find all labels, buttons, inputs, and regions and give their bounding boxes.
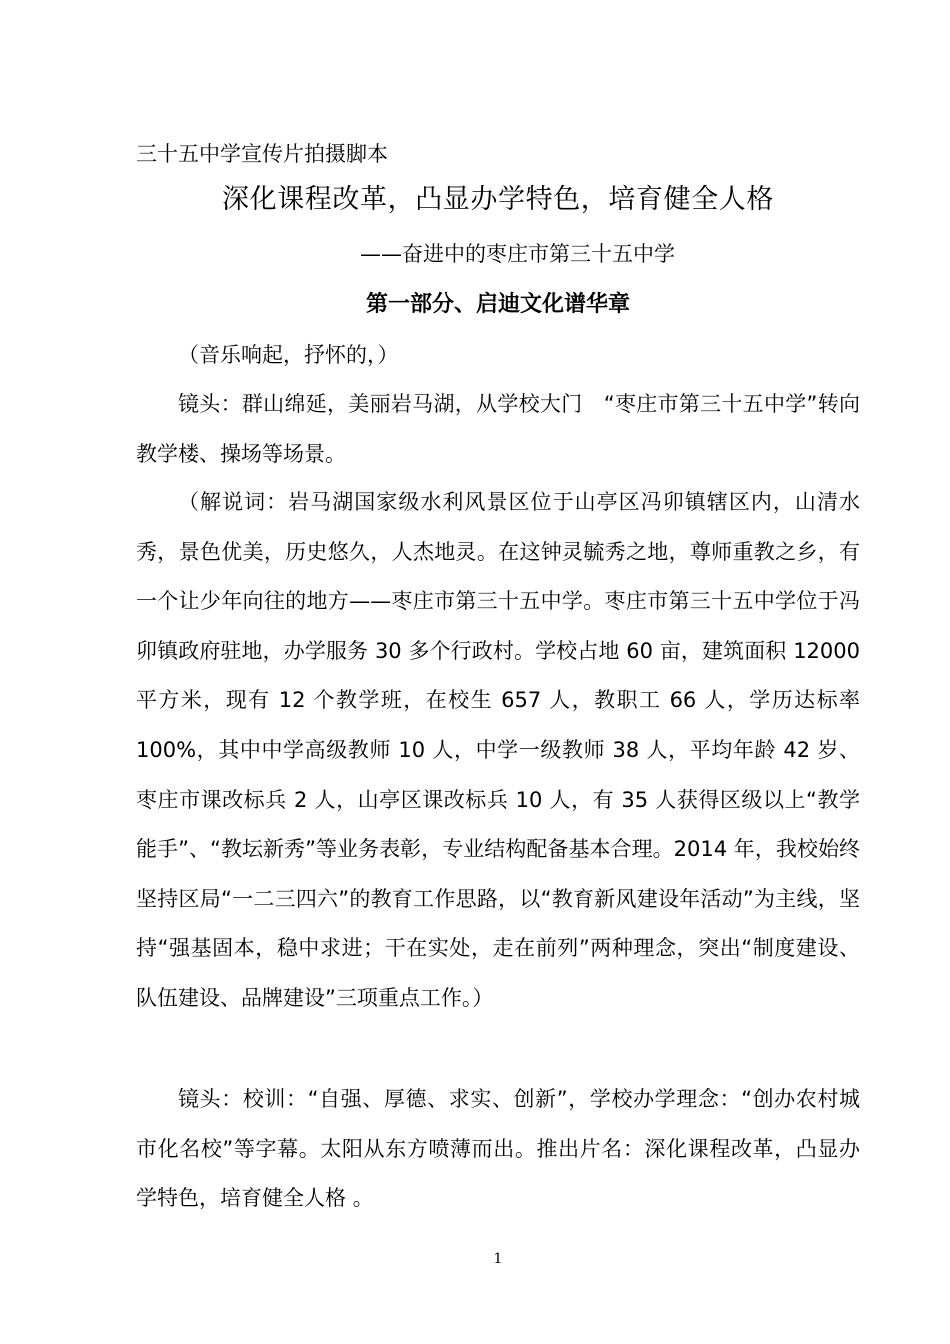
music-cue-paragraph: （音乐响起，抒怀的，） — [178, 343, 399, 367]
narration-paragraph: （解说词：岩马湖国家级水利风景区位于山亭区冯卯镇辖区内，山清水秀，景色优美，历史悠久，人杰地灵。在这钟灵毓秀之地，尊师重教之乡，有一个让少年向往的地方——枣庄市第三十五中学。枣庄市第三十五中学位于冯卯镇政府驻地，办学服务 30 多个行政村。学校占地 60 亩，建筑面积 12000 平方米，现有 12 个教学班，在校生 657 人，教职工 66 人，学历达标率 100%，其中中学高级教师 10 人，中学一级教师 38 人，平均年龄 42 岁、枣庄市课改标兵 2 人，山亭区课改标兵 10 人，有 35 人获得区级以上“教学能手”、“教坛新秀”等业务表彰，专业结构配备基本合理。2014 年，我校始终坚持区局“一二三四六”的教育工作思路，以“教育新风建设年活动”为主线，坚持“强基固本，稳中求进；干在实处，走在前列”两种理念，突出“制度建设、队伍建设、品牌建设”三项重点工作。） — [136, 490, 860, 1010]
section-heading: 第一部分、启迪文化谱华章 — [365, 292, 630, 317]
page-number: 1 — [493, 1251, 503, 1267]
camera-shot-paragraph-1: 镜头：群山绵延，美丽岩马湖，从学校大门 “枣庄市第三十五中学”转向教学楼、操场等场景。 — [136, 392, 860, 466]
camera-shot-paragraph-2: 镜头：校训：“自强、厚德、求实、创新”，学校办学理念：“创办农村城市化名校”等字幕。太阳从东方喷薄而出。推出片名：深化课程改革，凸显办学特色，培育健全人格 。 — [136, 1087, 860, 1211]
main-title: 深化课程改革，凸显办学特色，培育健全人格 — [222, 184, 774, 215]
script-title: 三十五中学宣传片拍摄脚本 — [136, 142, 388, 166]
subtitle: ——奋进中的枣庄市第三十五中学 — [360, 242, 675, 266]
